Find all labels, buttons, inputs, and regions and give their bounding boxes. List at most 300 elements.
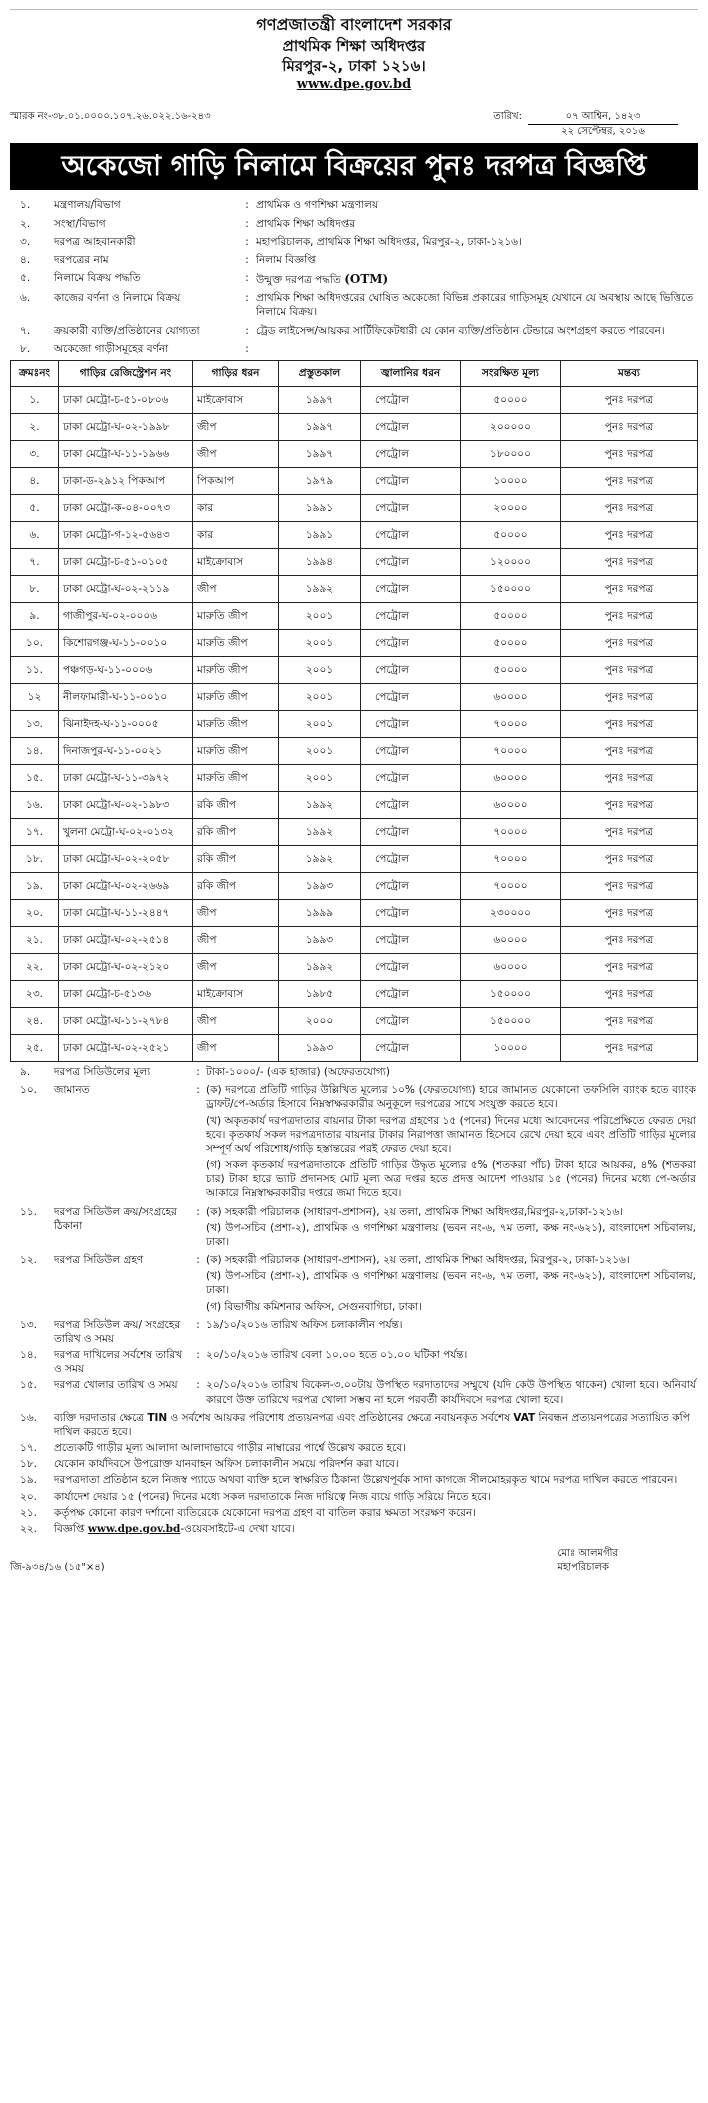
vehicle-cell: ৭০০০০ bbox=[461, 846, 561, 873]
vehicle-row bbox=[11, 387, 698, 414]
vehicle-cell: ১৫০০০০ bbox=[461, 1008, 561, 1035]
vehicle-cell: মারুতি জীপ bbox=[193, 684, 279, 711]
vehicle-cell: ২০০১ bbox=[279, 630, 361, 657]
vehicle-cell: ১৩. bbox=[11, 711, 59, 738]
vehicle-cell: কার bbox=[193, 495, 279, 522]
vehicle-table bbox=[10, 360, 698, 1062]
vehicle-cell: ২০০০ bbox=[279, 1008, 361, 1035]
vehicle-row bbox=[11, 522, 698, 549]
condition-colon: : bbox=[196, 1349, 200, 1362]
vehicle-cell: রকি জীপ bbox=[193, 819, 279, 846]
info-value: নিলাম বিজ্ঞপ্তি bbox=[256, 253, 316, 266]
vehicle-cell: পেট্রোল bbox=[361, 549, 461, 576]
vehicle-cell: ১৯৯৯ bbox=[279, 900, 361, 927]
vehicle-cell: পুনঃ দরপত্র bbox=[561, 846, 698, 873]
vehicle-cell: পেট্রোল bbox=[361, 684, 461, 711]
vehicle-cell: ৪. bbox=[11, 468, 59, 495]
vehicle-cell: ঢাকা মেট্রো-ঘ-১১-১৯৬৬ bbox=[59, 441, 193, 468]
vehicle-cell: ১৮. bbox=[11, 846, 59, 873]
vehicle-row bbox=[11, 954, 698, 981]
info-num: ৩. bbox=[20, 235, 31, 248]
vehicle-cell: পেট্রোল bbox=[361, 495, 461, 522]
condition-paragraph: ২০/১০/২০১৬ তারিখ বিকেল-৩.০০টায় উপস্থিত দরদাতাদের সম্মুখে (যদি কেউ উপস্থিত থাকেন) খোলা হবে। অনিবার্য কারণে উক্ত তারিখে দরপত্র খোলা সম্ভব না হলে পরবর্তী কার্যদিবসে দরপত্র খোলা হবে। bbox=[206, 1379, 696, 1406]
signatory-name: মোঃ আলমগীর bbox=[557, 1548, 618, 1560]
vehicle-cell: ২০০১ bbox=[279, 603, 361, 630]
vehicle-cell: ১৯৯৭ bbox=[279, 387, 361, 414]
condition-num: ১৫. bbox=[20, 1379, 37, 1392]
vehicle-cell: জীপ bbox=[193, 441, 279, 468]
condition-label: দরপত্র খোলার তারিখ ও সময় bbox=[54, 1379, 178, 1392]
date-english: ২২ সেপ্টেম্বর, ২০১৬ bbox=[561, 126, 645, 138]
info-value-cell bbox=[254, 289, 698, 321]
info-colon: : bbox=[245, 292, 249, 305]
vehicle-cell: পুনঃ দরপত্র bbox=[561, 765, 698, 792]
vehicle-cell: পঞ্চগড়-ঘ-১১-০০০৬ bbox=[59, 657, 193, 684]
condition-row bbox=[10, 1521, 698, 1537]
vehicle-cell: পেট্রোল bbox=[361, 387, 461, 414]
condition-label: দরপত্র সিডিউল ক্রয়/সংগ্রহের ঠিকানা bbox=[54, 1205, 177, 1232]
vehicle-cell: মাইক্রোবাস bbox=[193, 387, 279, 414]
condition-num: ১৬. bbox=[20, 1411, 37, 1424]
vehicle-cell: ঢাকা মেট্রো-ঘ-০২-১৯৮৩ bbox=[59, 792, 193, 819]
vehicle-cell: ১৯৯১ bbox=[279, 495, 361, 522]
condition-num: ১৩. bbox=[20, 1318, 37, 1331]
condition-paragraph: ২০/১০/২০১৬ তারিখ বেলা ১০.০০ হতে ০১.০০ ঘটিকা পর্যন্ত। bbox=[206, 1349, 468, 1362]
signature-block bbox=[10, 1547, 698, 1574]
condition-text bbox=[52, 1489, 698, 1505]
vehicle-cell: পুনঃ দরপত্র bbox=[561, 576, 698, 603]
vehicle-row bbox=[11, 603, 698, 630]
condition-num: ১৯. bbox=[20, 1474, 37, 1487]
vehicle-cell: পেট্রোল bbox=[361, 846, 461, 873]
vehicle-row bbox=[11, 981, 698, 1008]
info-row bbox=[10, 269, 698, 289]
condition-num: ১২. bbox=[20, 1254, 37, 1267]
vehicle-cell: ঢাকা মেট্রো-ঘ-০২-২০৫৮ bbox=[59, 846, 193, 873]
info-label: সংস্থা/বিভাগ bbox=[54, 217, 106, 230]
vehicle-cell: খুলনা মেট্রো-ঘ-০২-০১৩২ bbox=[59, 819, 193, 846]
vehicle-cell: ঢাকা মেট্রো-চ-৫১৩৬ bbox=[59, 981, 193, 1008]
condition-body: দরপত্রদাতা প্রতিষ্ঠান হলে নিজস্ব প্যাডে অথবা ব্যক্তি হলে স্বাক্ষরিত ঠিকানা উল্লেখপূর্বক সাদা কাগজে সীলমোহরকৃত খামে দরপত্র দাখিল করতে পারবেন। bbox=[54, 1474, 678, 1487]
vehicle-row bbox=[11, 846, 698, 873]
vehicle-cell: জীপ bbox=[193, 927, 279, 954]
vehicle-cell: ঢাকা মেট্রো-ঘ-০২-১৯৯৮ bbox=[59, 414, 193, 441]
vehicle-cell: পেট্রোল bbox=[361, 738, 461, 765]
vehicle-cell: ৭০০০০ bbox=[461, 873, 561, 900]
condition-label: দরপত্র সিডিউল ক্রয়/ সংগ্রহের তারিখ ও সময় bbox=[54, 1318, 181, 1345]
condition-row bbox=[10, 1489, 698, 1505]
condition-value bbox=[204, 1347, 698, 1377]
info-colon: : bbox=[245, 342, 249, 355]
info-value: প্রাথমিক শিক্ষা অধিদপ্তর bbox=[256, 217, 356, 230]
vehicle-cell: ১৭. bbox=[11, 819, 59, 846]
vehicle-cell: গাজীপুর-ঘ-০২-০০০৬ bbox=[59, 603, 193, 630]
vehicle-column-header: সংরক্ষিত মূল্য bbox=[461, 361, 561, 387]
vehicle-column-header: মন্তব্য bbox=[561, 361, 698, 387]
condition-text bbox=[52, 1456, 698, 1472]
condition-value bbox=[204, 1252, 698, 1317]
vehicle-cell: ১৬. bbox=[11, 792, 59, 819]
vehicle-cell: ঢাকা মেট্রো-চ-৫১-০৮০৬ bbox=[59, 387, 193, 414]
vehicle-cell: ৫০০০০ bbox=[461, 522, 561, 549]
vehicle-cell: পুনঃ দরপত্র bbox=[561, 1008, 698, 1035]
vehicle-row bbox=[11, 495, 698, 522]
vehicle-row bbox=[11, 549, 698, 576]
vehicle-row bbox=[11, 792, 698, 819]
vehicle-cell: ১৯৯২ bbox=[279, 819, 361, 846]
vehicle-cell: পেট্রোল bbox=[361, 1035, 461, 1062]
vehicle-column-header: গাড়ির ধরন bbox=[193, 361, 279, 387]
vehicle-cell: ঢাকা মেট্রো-ঘ-১১-২৪৪৭ bbox=[59, 900, 193, 927]
vehicle-cell: মারুতি জীপ bbox=[193, 711, 279, 738]
vehicle-cell: পুনঃ দরপত্র bbox=[561, 927, 698, 954]
vehicle-cell: জীপ bbox=[193, 954, 279, 981]
info-colon: : bbox=[245, 199, 249, 212]
condition-value bbox=[204, 1317, 698, 1347]
info-value-extra: (OTM) bbox=[344, 272, 389, 287]
info-value-cell bbox=[254, 215, 698, 233]
vehicle-cell: ৫০০০০ bbox=[461, 657, 561, 684]
condition-label: দরপত্র সিডিউলের মূল্য bbox=[54, 1066, 151, 1078]
vehicle-cell: ১৫. bbox=[11, 765, 59, 792]
info-label: দরপত্র আহবানকারী bbox=[54, 235, 136, 248]
condition-num: ১৪. bbox=[20, 1349, 37, 1362]
vehicle-cell: পুনঃ দরপত্র bbox=[561, 792, 698, 819]
footer-code: জি-৯৩৪/১৬ (১৫"×৪) bbox=[10, 1561, 105, 1573]
condition-num: ১১. bbox=[20, 1205, 37, 1218]
condition-num: ৯. bbox=[20, 1066, 31, 1078]
condition-text bbox=[52, 1440, 698, 1456]
vehicle-column-header: জ্বালানির ধরন bbox=[361, 361, 461, 387]
condition-num: ২২. bbox=[20, 1522, 37, 1535]
info-num: ৪. bbox=[20, 253, 31, 266]
condition-row bbox=[10, 1064, 698, 1082]
info-num: ৭. bbox=[20, 324, 31, 337]
memo-number: স্মারক নং-৩৮.০১.০০০০.১০৭.২৬.০২২.১৬-২৪৩ bbox=[10, 110, 211, 122]
vehicle-cell: ২০. bbox=[11, 900, 59, 927]
vehicle-cell: পুনঃ দরপত্র bbox=[561, 387, 698, 414]
vehicle-cell: পেট্রোল bbox=[361, 576, 461, 603]
vehicle-cell: মারুতি জীপ bbox=[193, 765, 279, 792]
condition-body: ও সর্বশেষ আয়কর পরিশোধ প্রত্যয়নপত্র এবং প্রতিষ্ঠানের ক্ষেত্রে নবায়নকৃত সর্বশেষ bbox=[167, 1411, 514, 1424]
condition-body: প্রত্যেকটি গাড়ীর মূল্য আলাদা আলাদাভাবে গাড়ীর নাম্বারের পার্শ্বে উল্লেখ করতে হবে। bbox=[54, 1442, 406, 1455]
vehicle-cell: পেট্রোল bbox=[361, 630, 461, 657]
vehicle-row bbox=[11, 630, 698, 657]
vehicle-cell: ২৪. bbox=[11, 1008, 59, 1035]
vehicle-cell: ১০. bbox=[11, 630, 59, 657]
notice-title-banner: অকেজো গাড়ি নিলামে বিক্রয়ের পুনঃ দরপত্র বিজ্ঞপ্তি bbox=[10, 143, 698, 191]
vehicle-cell: কিশোরগঞ্জ-ঘ-১১-০০১০ bbox=[59, 630, 193, 657]
vehicle-cell: পুনঃ দরপত্র bbox=[561, 1035, 698, 1062]
condition-text bbox=[52, 1521, 698, 1537]
vehicle-cell: ৬. bbox=[11, 522, 59, 549]
vehicle-cell: ১০০০০ bbox=[461, 1035, 561, 1062]
vehicle-cell: রকি জীপ bbox=[193, 873, 279, 900]
vehicle-cell: মারুতি জীপ bbox=[193, 738, 279, 765]
info-label: কাজের বর্ণনা ও নিলামে বিক্রয় bbox=[54, 292, 181, 305]
vehicle-column-header: প্রস্তুতকাল bbox=[279, 361, 361, 387]
vehicle-cell: ঢাকা মেট্রো-চ-৫১-০১০৫ bbox=[59, 549, 193, 576]
vehicle-cell: ১৯৯৭ bbox=[279, 414, 361, 441]
condition-row bbox=[10, 1440, 698, 1456]
vehicle-cell: পেট্রোল bbox=[361, 522, 461, 549]
condition-colon: : bbox=[196, 1205, 200, 1218]
signatory-title: মহাপরিচালক bbox=[557, 1561, 609, 1573]
vehicle-cell: ২৫. bbox=[11, 1035, 59, 1062]
vehicle-cell: ১৯৯২ bbox=[279, 954, 361, 981]
vehicle-cell: ১৯৯৩ bbox=[279, 1035, 361, 1062]
vehicle-cell: ১৯৯৩ bbox=[279, 873, 361, 900]
vehicle-cell: ২২. bbox=[11, 954, 59, 981]
condition-body: -ওয়েবসাইটে-এ দেখা যাবে। bbox=[180, 1522, 295, 1535]
condition-num: ২১. bbox=[20, 1506, 37, 1519]
vehicle-cell: পেট্রোল bbox=[361, 873, 461, 900]
condition-paragraph: (ক) সহকারী পরিচালক (সাধারণ-প্রশাসন), ২য় তলা, প্রাথমিক শিক্ষা অধিদপ্তর,মিরপুর-২,ঢাকা-১২১৬। bbox=[206, 1205, 623, 1218]
vehicle-column-header: ক্রমঃনং bbox=[11, 361, 59, 387]
date-box bbox=[528, 110, 678, 139]
info-num: ৫. bbox=[20, 272, 31, 285]
info-label: অকেজো গাড়ীসমূহের বর্ণনা bbox=[54, 342, 169, 355]
vehicle-cell: রকি জীপ bbox=[193, 846, 279, 873]
vehicle-cell: ১৯৯৭ bbox=[279, 441, 361, 468]
condition-body: যেকোন কার্যদিবসে উপরোক্ত যানবাহন অফিস চলাকালীন সময়ে পরিদর্শন করা যাবে। bbox=[54, 1458, 399, 1471]
vehicle-cell: ২০০১ bbox=[279, 657, 361, 684]
vehicle-cell: পুনঃ দরপত্র bbox=[561, 657, 698, 684]
vehicle-table-header bbox=[11, 361, 698, 387]
vehicle-cell: মাইক্রোবাস bbox=[193, 549, 279, 576]
vehicle-cell: ২৩. bbox=[11, 981, 59, 1008]
vehicle-cell: পেট্রোল bbox=[361, 468, 461, 495]
condition-row bbox=[10, 1410, 698, 1440]
vehicle-cell: ২০০১ bbox=[279, 738, 361, 765]
vehicle-cell: ১৯৯২ bbox=[279, 792, 361, 819]
vehicle-cell: ৬০০০০ bbox=[461, 792, 561, 819]
vehicle-cell: ২১. bbox=[11, 927, 59, 954]
vehicle-cell: পুনঃ দরপত্র bbox=[561, 522, 698, 549]
vehicle-cell: জীপ bbox=[193, 900, 279, 927]
info-value-cell bbox=[254, 233, 698, 251]
top-clipped-edge bbox=[10, 4, 698, 10]
vehicle-cell: জীপ bbox=[193, 414, 279, 441]
department-address: মিরপুর-২, ঢাকা ১২১৬। bbox=[282, 56, 426, 75]
vehicle-cell: ১৯৯৪ bbox=[279, 549, 361, 576]
vehicle-cell: পেট্রোল bbox=[361, 711, 461, 738]
vehicle-cell: পেট্রোল bbox=[361, 819, 461, 846]
vehicle-cell: পুনঃ দরপত্র bbox=[561, 981, 698, 1008]
vehicle-cell: ১৯৮৫ bbox=[279, 981, 361, 1008]
info-row bbox=[10, 322, 698, 340]
info-value-cell bbox=[254, 251, 698, 269]
info-row bbox=[10, 233, 698, 251]
vehicle-cell: পুনঃ দরপত্র bbox=[561, 954, 698, 981]
vehicle-cell: ১৯৯৩ bbox=[279, 927, 361, 954]
condition-row bbox=[10, 1456, 698, 1472]
vehicle-cell: ১. bbox=[11, 387, 59, 414]
info-row bbox=[10, 215, 698, 233]
vehicle-cell: পেট্রোল bbox=[361, 603, 461, 630]
info-colon: : bbox=[245, 272, 249, 285]
info-label: ক্রয়কারী ব্যক্তি/প্রতিষ্ঠানের যোগ্যতা bbox=[54, 324, 200, 337]
info-value: প্রাথমিক শিক্ষা অধিদপ্তরের ঘোষিত অকেজো বিভিন্ন প্রকারের গাড়িসমূহ যেখানে যে অবস্থায় আছে ভিত্তিতে নিলামে বিক্রয়। bbox=[256, 292, 694, 319]
vehicle-cell: নীলফামারী-ঘ-১১-০০১০ bbox=[59, 684, 193, 711]
condition-colon: : bbox=[196, 1318, 200, 1331]
condition-paragraph: (ক) দরপত্রে প্রতিটি গাড়ির উল্লিখিত মূল্যের ১০% (ফেরতযোগ্য) হারে জামানত যেকোনো তফসিলি ব্যাংক হতে ব্যাংক ড্রাফট/পে-অর্ডার হিসাবে নিম্নস্বাক্ষরকারীর অনুকূলে দরপত্রের সাথে সংযুক্ত করতে হবে। bbox=[206, 1084, 696, 1111]
vehicle-row bbox=[11, 900, 698, 927]
vehicle-cell: ১২ bbox=[11, 684, 59, 711]
condition-body: কার্যাদেশ দেয়ার ১৫ (পনের) দিনের মধ্যে সকল দরদাতাকে নিজ দায়িত্বে নিজ ব্যয়ে গাড়ি সরিয়ে নিতে হবে। bbox=[54, 1490, 492, 1503]
vehicle-cell: ঢাকা মেট্রো-ক-০৪-০০৭৩ bbox=[59, 495, 193, 522]
vehicle-row bbox=[11, 927, 698, 954]
vehicle-cell: ঢাকা মেট্রো-ঘ-০২-২৫২১ bbox=[59, 1035, 193, 1062]
condition-label: জামানত bbox=[54, 1084, 90, 1097]
vehicle-row bbox=[11, 441, 698, 468]
vehicle-cell: মারুতি জীপ bbox=[193, 603, 279, 630]
condition-colon: : bbox=[196, 1066, 200, 1078]
vehicle-cell: পুনঃ দরপত্র bbox=[561, 441, 698, 468]
vehicle-row bbox=[11, 1008, 698, 1035]
vehicle-cell: পুনঃ দরপত্র bbox=[561, 819, 698, 846]
memo-row bbox=[10, 110, 698, 139]
condition-paragraph: (গ) সকল কৃতকার্য দরপত্রদাতাকে প্রতিটি গাড়ির উদ্ধৃত মূল্যের ৫% (শতকরা পাঁচ) টাকা হারে আয়কর, ৪% (শতকরা চার) টাকা হারে ভ্যাট প্রদানসহ মোট মূল্য অত্র দপ্তর হতে প্রদত্ত আদেশ পাওয়ার ১৫ (পনের) দিনের মধ্যে পে-অর্ডার আকারে নিম্নস্বাক্ষরকারীর দপ্তরে জমা দিতে হবে। bbox=[206, 1159, 696, 1200]
info-colon: : bbox=[245, 235, 249, 248]
vehicle-cell: ১৮০০০০ bbox=[461, 441, 561, 468]
vehicle-cell: ১৫০০০০ bbox=[461, 576, 561, 603]
date-bangla: ০৭ আশ্বিন, ১৪২৩ bbox=[528, 110, 678, 126]
vehicle-cell: ঢাকা-ড-২৯১২ পিকআপ bbox=[59, 468, 193, 495]
info-row bbox=[10, 340, 698, 358]
vehicle-cell: পুনঃ দরপত্র bbox=[561, 549, 698, 576]
website-link[interactable]: www.dpe.gov.bd bbox=[296, 77, 412, 93]
memo-date bbox=[493, 110, 678, 139]
vehicle-cell: পেট্রোল bbox=[361, 414, 461, 441]
info-num: ৮. bbox=[20, 342, 31, 355]
vehicle-cell: পুনঃ দরপত্র bbox=[561, 468, 698, 495]
vehicle-cell: ৬০০০০ bbox=[461, 927, 561, 954]
vat-term: VAT bbox=[513, 1411, 536, 1424]
vehicle-cell: ৬০০০০ bbox=[461, 684, 561, 711]
condition-row bbox=[10, 1317, 698, 1347]
condition-row bbox=[10, 1252, 698, 1317]
vehicle-cell: ৮. bbox=[11, 576, 59, 603]
condition-text bbox=[52, 1410, 698, 1440]
condition-body: নিবন্ধন প্রত্যয়নপত্রের সত্যায়িত কপি দাখিল করতে হবে। bbox=[54, 1411, 690, 1438]
vehicle-cell: ঢাকা মেট্রো-ঘ-১১-২৭৮৪ bbox=[59, 1008, 193, 1035]
vehicle-cell: ৯. bbox=[11, 603, 59, 630]
vehicle-row bbox=[11, 738, 698, 765]
condition-paragraph: (গ) বিভাগীয় কমিশনার অফিস, সেগুনবাগিচা, ঢাকা। bbox=[206, 1300, 422, 1313]
vehicle-cell: কার bbox=[193, 522, 279, 549]
condition-colon: : bbox=[196, 1084, 200, 1097]
vehicle-cell: পুনঃ দরপত্র bbox=[561, 711, 698, 738]
vehicle-cell: ৫. bbox=[11, 495, 59, 522]
vehicle-cell: ১৯৯২ bbox=[279, 846, 361, 873]
vehicle-cell: ২০০১ bbox=[279, 711, 361, 738]
condition-paragraph: (খ) উপ-সচিব (প্রশা-২), প্রাথমিক ও গণশিক্ষা মন্ত্রণালয় (ভবন নং-৬, ৭ম তলা, কক্ষ নং-৬২১), বাংলাদেশ সচিবালয়, ঢাকা। bbox=[206, 1270, 696, 1297]
vehicle-cell: জীপ bbox=[193, 1008, 279, 1035]
condition-row bbox=[10, 1505, 698, 1521]
condition-row bbox=[10, 1472, 698, 1488]
condition-paragraph: (ক) সহকারী পরিচালক (সাধারণ-প্রশাসন), ২য় তলা, প্রাথমিক শিক্ষা অধিদপ্তর, মিরপুর-২, ঢাকা-১২১৬। bbox=[206, 1254, 630, 1267]
info-row bbox=[10, 289, 698, 321]
vehicle-cell: ১১. bbox=[11, 657, 59, 684]
govt-name: গণপ্রজাতন্ত্রী বাংলাদেশ সরকার bbox=[256, 15, 452, 34]
condition-value bbox=[204, 1204, 698, 1253]
vehicle-cell: পুনঃ দরপত্র bbox=[561, 603, 698, 630]
website-link[interactable]: www.dpe.gov.bd bbox=[87, 1522, 181, 1535]
vehicle-cell: ঝিনাইদহ-ঘ-১১-০০০৫ bbox=[59, 711, 193, 738]
vehicle-cell: ২. bbox=[11, 414, 59, 441]
vehicle-cell: পুনঃ দরপত্র bbox=[561, 495, 698, 522]
condition-paragraph: (খ) উপ-সচিব (প্রশা-২), প্রাথমিক ও গণশিক্ষা মন্ত্রণালয় (ভবন নং-৬, ৭ম তলা, কক্ষ নং-৬২১), বাংলাদেশ সচিবালয়, ঢাকা। bbox=[206, 1221, 696, 1248]
info-row bbox=[10, 251, 698, 269]
vehicle-cell: জীপ bbox=[193, 1035, 279, 1062]
vehicle-cell: পেট্রোল bbox=[361, 900, 461, 927]
vehicle-cell: পেট্রোল bbox=[361, 954, 461, 981]
vehicle-cell: পুনঃ দরপত্র bbox=[561, 630, 698, 657]
vehicle-cell: ৫০০০০ bbox=[461, 387, 561, 414]
info-label: মন্ত্রণালয়/বিভাগ bbox=[54, 199, 121, 212]
tin-term: TIN bbox=[147, 1411, 168, 1424]
condition-num: ১৮. bbox=[20, 1458, 37, 1471]
condition-value bbox=[204, 1064, 698, 1082]
vehicle-cell: মারুতি জীপ bbox=[193, 630, 279, 657]
vehicle-cell: ২০০১ bbox=[279, 765, 361, 792]
vehicle-cell: ১৯৯১ bbox=[279, 522, 361, 549]
condition-body: কর্তৃপক্ষ কোনো কারণ দর্শানো ব্যতিরেকে যেকোনো দরপত্র গ্রহণ বা বাতিল করার ক্ষমতা সংরক্ষণ করেন। bbox=[54, 1506, 477, 1519]
vehicle-cell: ১৯৭৯ bbox=[279, 468, 361, 495]
condition-num: ১৭. bbox=[20, 1442, 37, 1455]
vehicle-cell: ঢাকা মেট্রো-গ-১২-৫৬৪৩ bbox=[59, 522, 193, 549]
vehicle-cell: পেট্রোল bbox=[361, 981, 461, 1008]
info-value-cell bbox=[254, 322, 698, 340]
vehicle-cell: ৬০০০০ bbox=[461, 954, 561, 981]
vehicle-cell: পেট্রোল bbox=[361, 927, 461, 954]
info-colon: : bbox=[245, 324, 249, 337]
vehicle-cell: ১২০০০০ bbox=[461, 549, 561, 576]
vehicle-cell: পুনঃ দরপত্র bbox=[561, 414, 698, 441]
vehicle-cell: ঢাকা মেট্রো-ঘ-০২-২৬৬৯ bbox=[59, 873, 193, 900]
vehicle-cell: ৩. bbox=[11, 441, 59, 468]
info-row bbox=[10, 196, 698, 214]
info-value: প্রাথমিক ও গণশিক্ষা মন্ত্রণালয় bbox=[256, 199, 379, 212]
info-table bbox=[10, 196, 698, 358]
info-value-cell bbox=[254, 340, 698, 358]
vehicle-cell: ২০০০০০ bbox=[461, 414, 561, 441]
vehicle-row bbox=[11, 873, 698, 900]
vehicle-cell: ৫০০০০ bbox=[461, 630, 561, 657]
vehicle-cell: ঢাকা মেট্রো-ঘ-০২-২৫১৪ bbox=[59, 927, 193, 954]
vehicle-cell: ঢাকা মেট্রো-ঘ-০২-২১১৯ bbox=[59, 576, 193, 603]
condition-num: ২০. bbox=[20, 1490, 37, 1503]
info-colon: : bbox=[245, 253, 249, 266]
info-value-cell bbox=[254, 196, 698, 214]
vehicle-cell: পেট্রোল bbox=[361, 657, 461, 684]
vehicle-row bbox=[11, 576, 698, 603]
department-name: প্রাথমিক শিক্ষা অধিদপ্তর bbox=[282, 36, 426, 55]
vehicle-cell: মাইক্রোবাস bbox=[193, 981, 279, 1008]
vehicle-cell: পেট্রোল bbox=[361, 792, 461, 819]
vehicle-row bbox=[11, 819, 698, 846]
vehicle-cell: রকি জীপ bbox=[193, 792, 279, 819]
signatory bbox=[557, 1547, 618, 1574]
vehicle-row bbox=[11, 765, 698, 792]
vehicle-column-header: গাড়ির রেজিস্ট্রেশন নং bbox=[59, 361, 193, 387]
vehicle-cell: ২৩০০০০ bbox=[461, 900, 561, 927]
vehicle-row bbox=[11, 711, 698, 738]
conditions-table bbox=[10, 1064, 698, 1537]
vehicle-cell: পিকআপ bbox=[193, 468, 279, 495]
condition-paragraph: ১৯/১০/২০১৬ তারিখ অফিস চলাকালীন পর্যন্ত। bbox=[206, 1318, 403, 1331]
